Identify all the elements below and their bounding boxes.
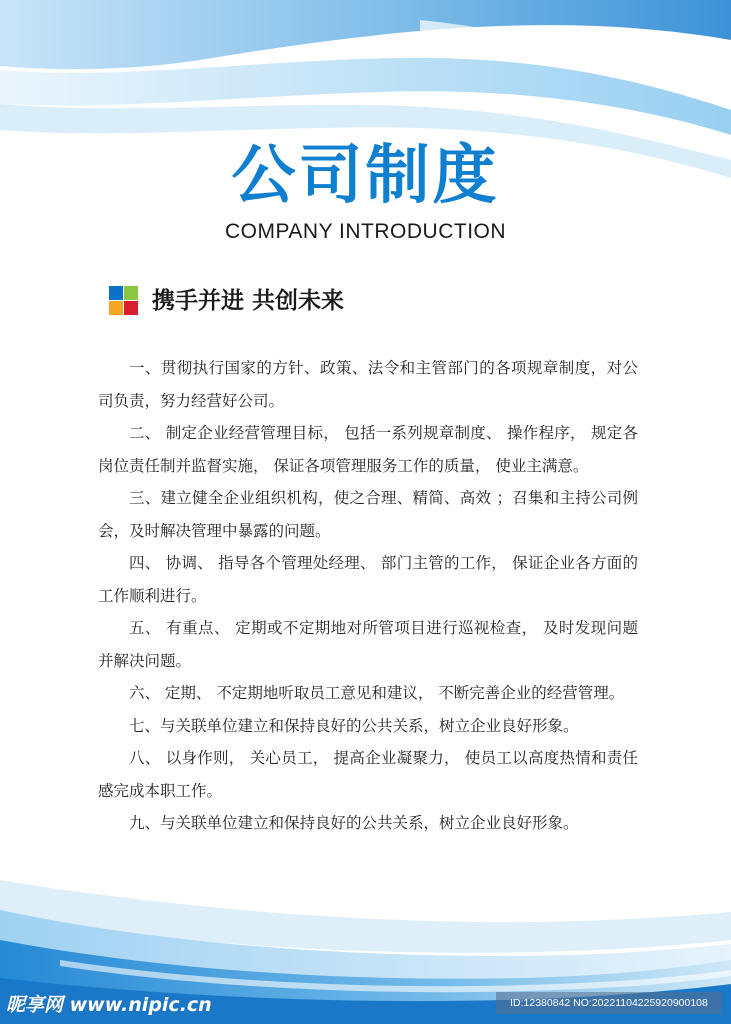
section-heading: 携手并进 共创未来 <box>152 288 345 314</box>
logo-square-green <box>124 286 138 300</box>
rule-paragraph: 三、建立健全企业组织机构，使之合理、精简、高效 ；召集和主持公司例会，及时解决管理中暴露的问题。 <box>98 489 638 540</box>
poster-subtitle: COMPANY INTRODUCTION <box>224 220 507 243</box>
rule-paragraph: 九、与关联单位建立和保持良好的公共关系，树立企业良好形象。 <box>129 814 579 832</box>
watermark-id: ID:12380842 NO:20221104225920900108 <box>496 992 722 1014</box>
color-squares-icon <box>109 286 139 316</box>
rule-paragraph: 一、贯彻执行国家的方针、政策、法令和主管部门的各项规章制度，对公司负责，努力经营好公司。 <box>98 359 638 410</box>
rule-paragraph: 六、 定期、 不定期地听取员工意见和建议， 不断完善企业的经营管理。 <box>129 684 625 702</box>
watermark-logo: 昵享网 www.nipic.cn <box>6 994 212 1016</box>
rule-paragraph: 七、与关联单位建立和保持良好的公共关系，树立企业良好形象。 <box>129 716 579 735</box>
rule-paragraph: 二、 制定企业经营管理目标， 包括一系列规章制度、 操作程序， 规定各岗位责任制并监督实施， 保证各项管理服务工作的质量， 使业主满意。 <box>98 424 638 475</box>
rule-paragraph: 四、 协调、 指导各个管理处经理、 部门主管的工作， 保证企业各方面的工作顺利进行。 <box>98 554 638 605</box>
logo-square-red <box>124 301 138 315</box>
rule-paragraph: 五、 有重点、 定期或不定期地对所管项目进行巡视检查， 及时发现问题并解决问题。 <box>98 619 638 670</box>
rule-paragraph: 八、 以身作则， 关心员工， 提高企业凝聚力， 使员工以高度热情和责任感完成本职工作。 <box>98 749 638 800</box>
rules-content <box>98 352 638 840</box>
logo-square-orange <box>109 301 123 315</box>
logo-square-blue <box>109 286 123 300</box>
poster-title: 公司制度 <box>231 139 500 213</box>
